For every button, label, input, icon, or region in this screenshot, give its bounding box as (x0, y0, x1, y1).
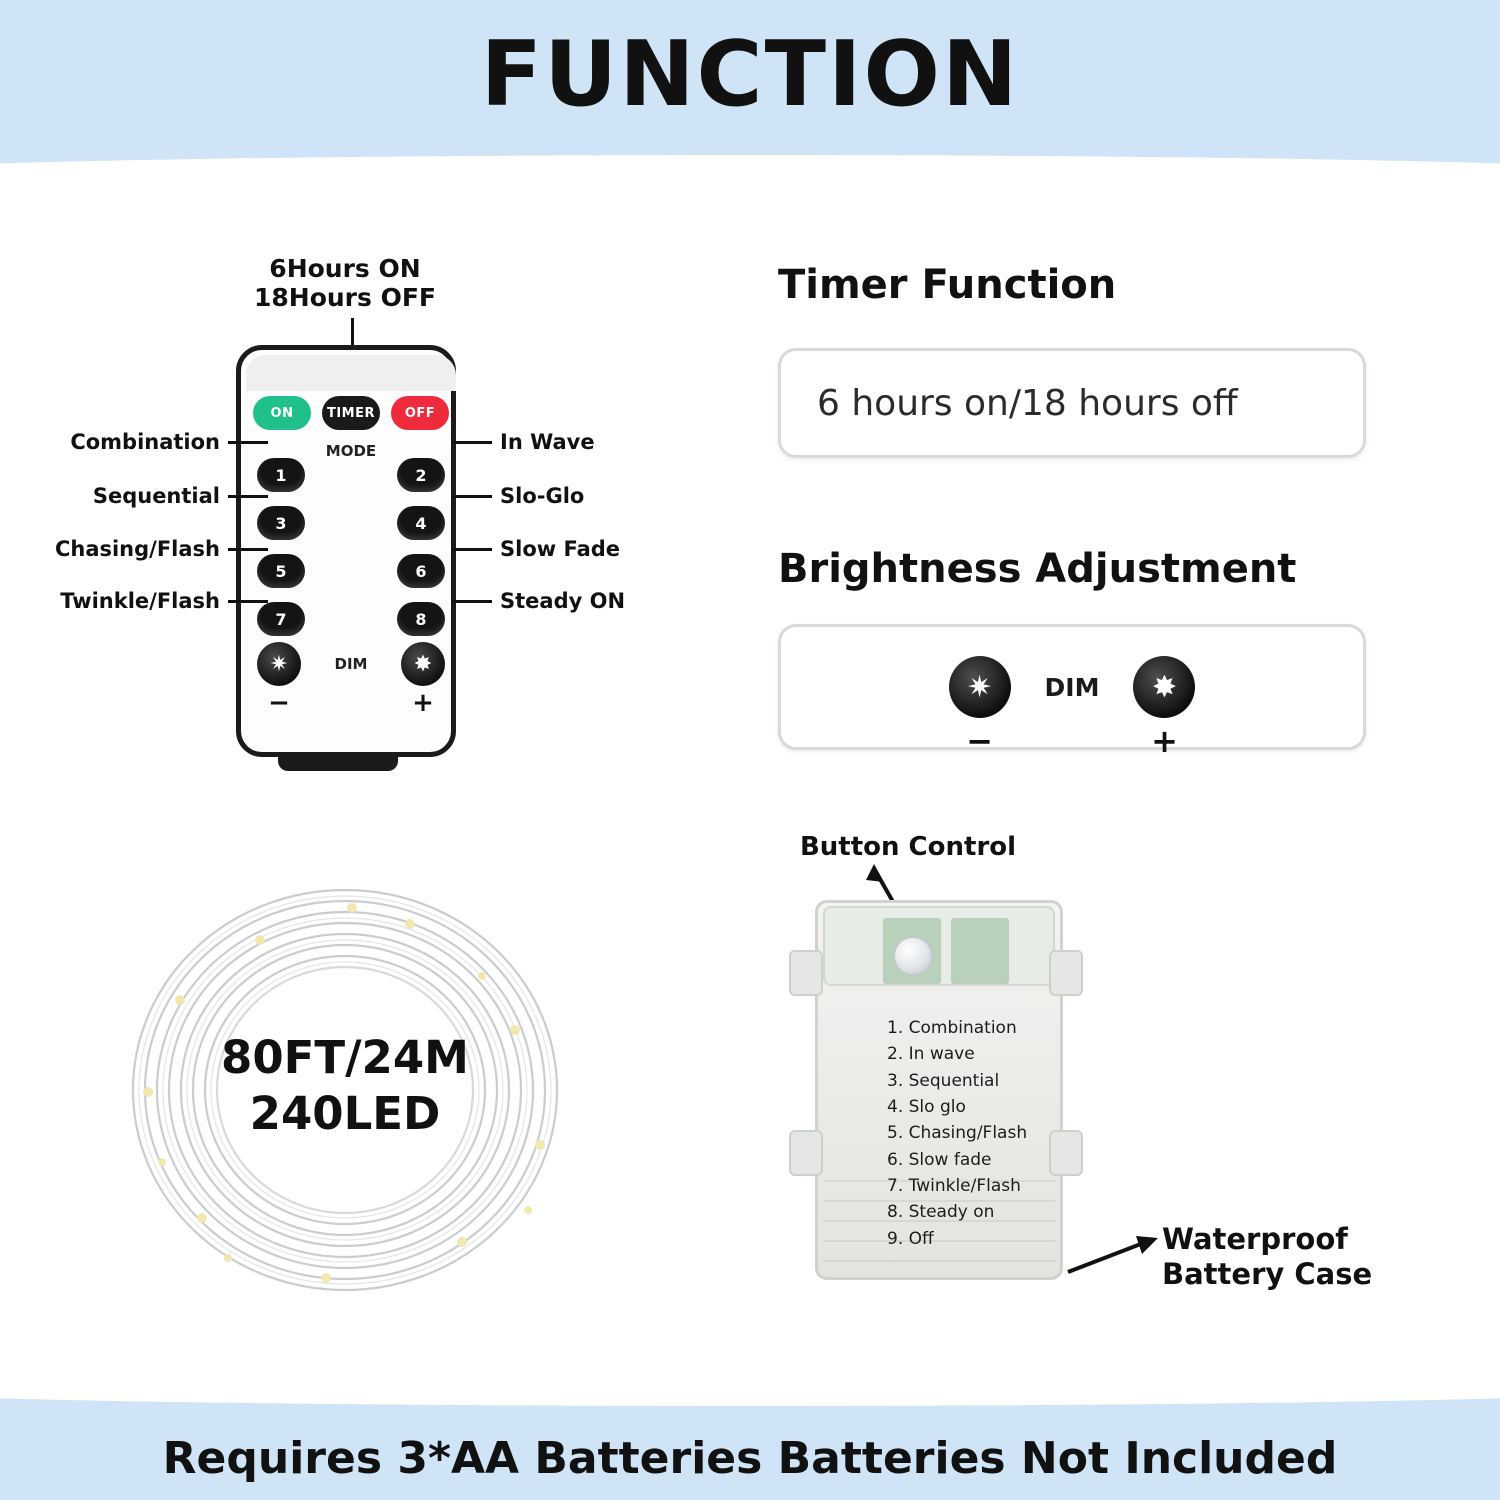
waterproof-line1: Waterproof (1162, 1222, 1348, 1256)
remote-top-bar (246, 355, 456, 391)
remote-on-button[interactable]: ON (253, 396, 311, 430)
page-title: FUNCTION (480, 22, 1020, 127)
battery-mode-item: 8. Steady on (887, 1202, 995, 1223)
label-in-wave: In Wave (500, 430, 595, 454)
label-steady-on: Steady ON (500, 589, 626, 613)
battery-clip-top-right (1049, 950, 1083, 996)
battery-pcb-right (951, 918, 1009, 984)
remote-button-2[interactable]: 2 (397, 458, 445, 492)
remote-dim-signs (257, 688, 445, 718)
brightness-controls (781, 627, 1363, 760)
remote-button-4[interactable]: 4 (397, 506, 445, 540)
label-slo-glo: Slo-Glo (500, 484, 585, 508)
bottom-banner-wave (0, 1368, 1500, 1406)
battery-clip-bottom-left (789, 1130, 823, 1176)
dim-up-icon[interactable]: ✸ (401, 642, 445, 686)
remote-dim-label: DIM (334, 655, 368, 673)
brightness-panel (778, 624, 1366, 760)
leader-twinkle-flash (228, 600, 268, 603)
timer-value-panel (778, 348, 1366, 458)
remote-off-button[interactable]: OFF (391, 396, 449, 430)
battery-mode-item: 4. Slo glo (887, 1097, 966, 1118)
battery-mode-item: 6. Slow fade (887, 1149, 992, 1170)
battery-control-button[interactable] (893, 936, 933, 976)
timer-value-text: 6 hours on/18 hours off (817, 382, 1238, 424)
remote-number-row (257, 458, 445, 492)
label-slow-fade: Slow Fade (500, 537, 621, 561)
remote-dim-minus: − (268, 688, 290, 718)
leader-in-wave (452, 441, 492, 444)
coil-led-count: 240LED (249, 1087, 441, 1141)
timer-callout-label (200, 255, 490, 313)
battery-mode-item: 9. Off (887, 1228, 934, 1249)
coil-length: 80FT/24M (221, 1031, 469, 1084)
battery-mode-item: 7. Twinkle/Flash (887, 1176, 1021, 1197)
brightness-down-icon[interactable]: ✷ − (949, 656, 1011, 718)
leader-sequential (228, 495, 268, 498)
battery-mode-list (887, 1015, 1067, 1252)
coil-spec-text (110, 1030, 580, 1143)
battery-requirement-note: Requires 3*AA Batteries Batteries Not Included (162, 1433, 1338, 1484)
label-chasing-flash: Chasing/Flash (54, 537, 220, 561)
leader-combination (228, 441, 268, 444)
leader-slo-glo (452, 495, 492, 498)
battery-mode-item: 1. Combination (887, 1018, 1017, 1038)
remote-power-row (253, 396, 449, 430)
battery-mode-item: 2. In wave (887, 1044, 975, 1065)
brightness-dim-label: DIM (1044, 672, 1100, 702)
waterproof-battery-case-label (1162, 1222, 1462, 1292)
brightness-plus-sign: + (1151, 722, 1178, 760)
label-twinkle-flash: Twinkle/Flash (60, 589, 220, 613)
remote-number-row (257, 554, 445, 588)
leader-chasing-flash (228, 548, 268, 551)
timer-callout-line1: 6Hours ON (269, 254, 421, 283)
battery-clip-top-left (789, 950, 823, 996)
dim-down-icon[interactable]: ✷ (257, 642, 301, 686)
remote-number-row (257, 602, 445, 636)
remote-button-1[interactable]: 1 (257, 458, 305, 492)
top-banner-wave (0, 155, 1500, 197)
remote-timer-button[interactable]: TIMER (322, 396, 380, 430)
remote-button-7[interactable]: 7 (257, 602, 305, 636)
brightness-minus-sign: − (966, 722, 993, 760)
battery-mode-item: 5. Chasing/Flash (887, 1123, 1028, 1144)
timer-callout-line2: 18Hours OFF (253, 282, 436, 312)
button-control-label: Button Control (799, 832, 1017, 862)
brightness-section-title: Brightness Adjustment (778, 546, 1297, 592)
led-wire-coil (110, 880, 580, 1300)
battery-case (775, 880, 1095, 1300)
remote-number-row (257, 506, 445, 540)
brightness-up-icon[interactable]: ✸ + (1133, 656, 1195, 718)
leader-slow-fade (452, 548, 492, 551)
remote-body (236, 345, 456, 757)
remote-dim-row (257, 642, 445, 686)
remote-control (236, 345, 456, 775)
battery-mode-item: 3. Sequential (887, 1070, 1000, 1091)
remote-button-3[interactable]: 3 (257, 506, 305, 540)
remote-dim-plus: + (412, 688, 434, 718)
label-sequential: Sequential (92, 484, 220, 508)
label-combination: Combination (70, 430, 220, 454)
remote-button-5[interactable]: 5 (257, 554, 305, 588)
remote-button-8[interactable]: 8 (397, 602, 445, 636)
remote-mode-label: MODE (325, 442, 377, 460)
remote-number-grid (257, 458, 445, 650)
timer-section-title: Timer Function (778, 262, 1117, 308)
waterproof-line2: Battery Case (1162, 1256, 1373, 1291)
remote-button-6[interactable]: 6 (397, 554, 445, 588)
leader-steady-on (452, 600, 492, 603)
